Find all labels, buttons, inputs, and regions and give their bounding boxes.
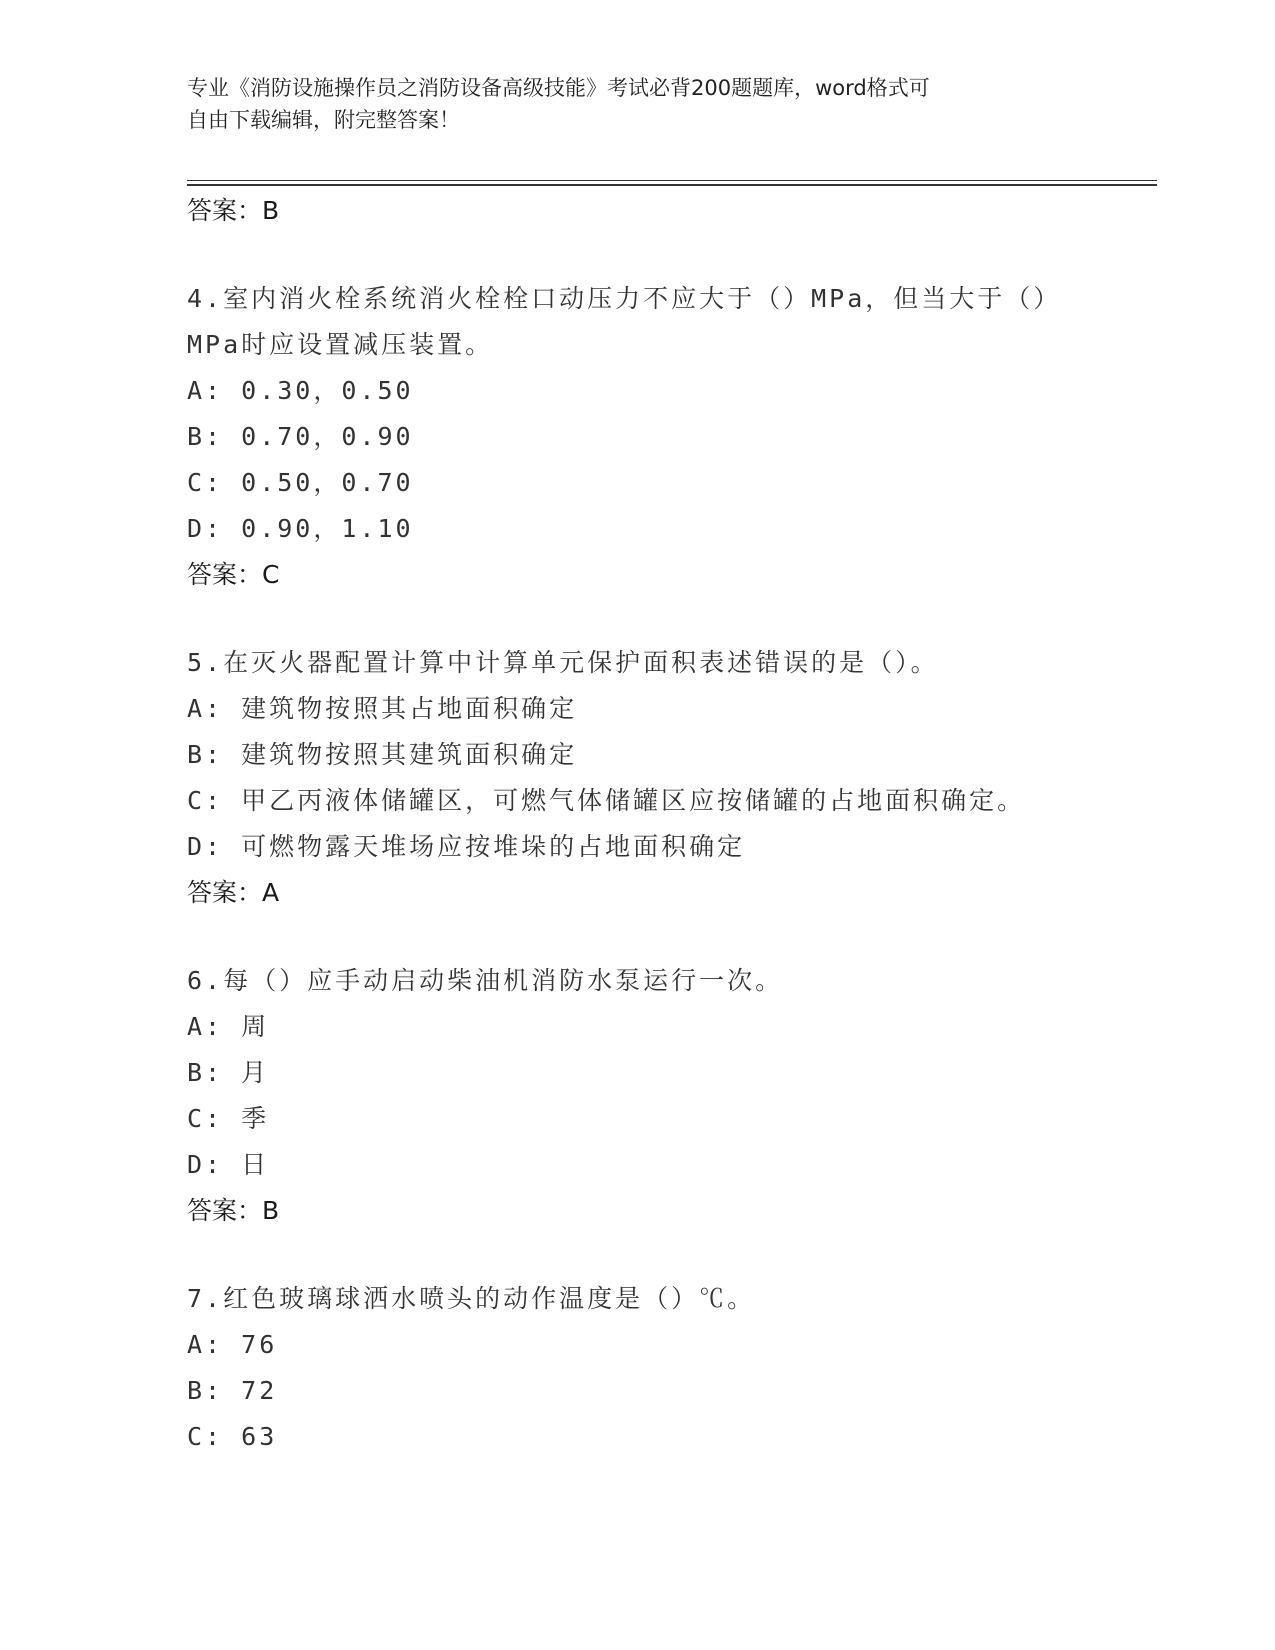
question-4 (187, 276, 1087, 598)
option-a: A: 周 (187, 1012, 270, 1041)
option-b: B: 72 (187, 1376, 278, 1405)
answer-line: 答案：C (187, 560, 280, 589)
option-c: C: 63 (187, 1422, 278, 1451)
option-b: B: 月 (187, 1058, 270, 1087)
question-text: 4.室内消火栓系统消火栓栓口动压力不应大于（）MPa，但当大于（） (187, 284, 1062, 313)
answer-line: 答案：B (187, 196, 280, 225)
question-text: 5.在灭火器配置计算中计算单元保护面积表述错误的是（）。 (187, 648, 939, 677)
option-a: A: 建筑物按照其占地面积确定 (187, 694, 578, 723)
option-c: C: 甲乙丙液体储罐区，可燃气体储罐区应按储罐的占地面积确定。 (187, 786, 1026, 815)
header-line-2: 自由下载编辑，附完整答案！ (187, 108, 460, 132)
answer-line: 答案：A (187, 878, 280, 907)
question-list (187, 188, 1087, 1460)
question-text: MPa时应设置减压装置。 (187, 330, 494, 359)
option-d: D: 日 (187, 1150, 270, 1179)
option-b: B: 建筑物按照其建筑面积确定 (187, 740, 578, 769)
question-5 (187, 640, 1087, 916)
question-text: 6.每（）应手动启动柴油机消防水泵运行一次。 (187, 966, 784, 995)
option-a: A: 0.30，0.50 (187, 376, 414, 405)
option-c: C: 0.50，0.70 (187, 468, 414, 497)
option-a: A: 76 (187, 1330, 278, 1359)
document-header (187, 72, 1087, 136)
header-divider-thin (187, 180, 1157, 181)
option-d: D: 可燃物露天堆场应按堆垛的占地面积确定 (187, 832, 746, 861)
question-7 (187, 1276, 1087, 1460)
option-b: B: 0.70，0.90 (187, 422, 414, 451)
header-line-1: 专业《消防设施操作员之消防设备高级技能》考试必背200题题库，word格式可 (187, 76, 930, 100)
question-text: 7.红色玻璃球洒水喷头的动作温度是（）℃。 (187, 1284, 756, 1313)
header-divider-thick (187, 184, 1157, 186)
option-c: C: 季 (187, 1104, 270, 1133)
answer-line: 答案：B (187, 1196, 280, 1225)
question-6 (187, 958, 1087, 1234)
option-d: D: 0.90，1.10 (187, 514, 414, 543)
